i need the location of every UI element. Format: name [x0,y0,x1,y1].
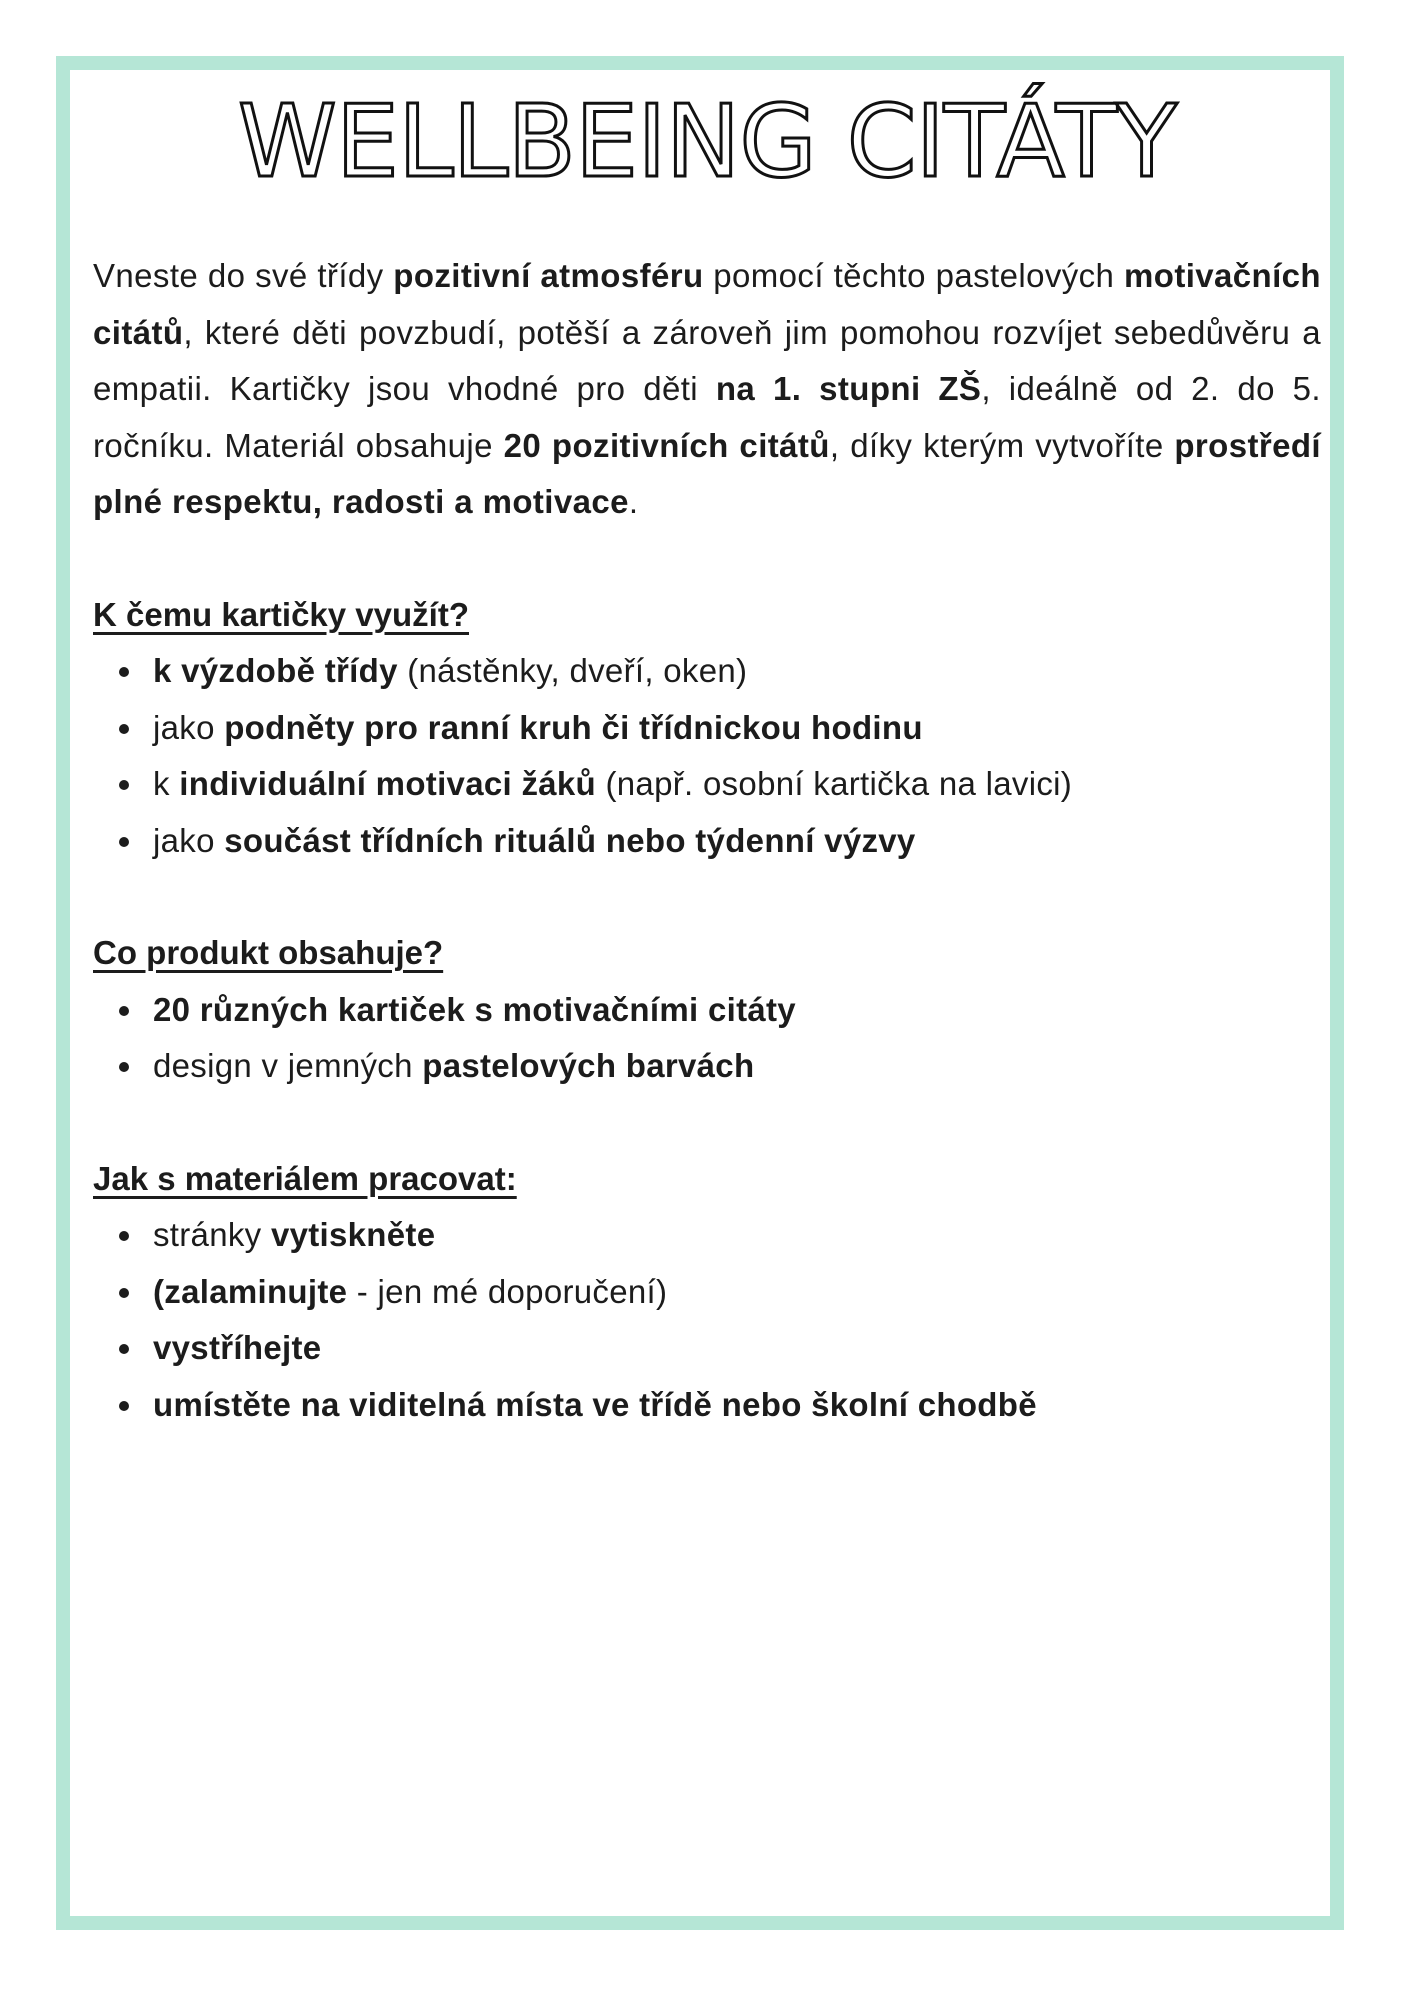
list-item [117,1320,1321,1377]
item-text: - jen mé doporučení) [347,1272,668,1310]
intro-bold-2: motivačních citátů [93,257,1321,351]
intro-paragraph [93,248,1321,531]
item-bold-text: podněty pro ranní kruh či třídnickou hodinu [224,708,923,746]
intro-bold-5: prostředí plné respektu, radosti a motivace [93,426,1321,520]
item-text: k [153,765,180,802]
item-bold-text: vystříhejte [153,1329,322,1366]
item-text: jako [153,821,225,859]
list-item [117,643,1321,700]
item-text: (nástěnky, dveří, oken) [397,652,748,689]
item-bold-text: vytiskněte [270,1216,436,1253]
item-bold-text: 20 různých kartiček s motivačními citáty [153,990,796,1028]
list-item [117,813,1321,870]
usage-heading: K čemu kartičky využít? [93,595,469,633]
howto-section [93,1151,1321,1434]
bullet-icon [119,1062,129,1072]
bullet-icon [119,724,129,734]
item-text: stránky [153,1216,271,1253]
intro-text-1: Vneste do své třídy [93,257,394,294]
intro-text-2: pomocí těchto pastelových [703,257,1125,294]
bullet-icon [119,1288,129,1298]
item-text: (např. osobní kartička na lavici) [596,765,1073,802]
usage-list [93,643,1321,869]
document-content [93,248,1321,1433]
contents-heading: Co produkt obsahuje? [93,934,444,971]
item-bold-text: k výzdobě třídy [153,652,398,689]
bullet-icon [119,1231,129,1241]
item-bold-text: individuální motivaci žáků [179,765,597,802]
intro-text-5: , díky kterým vytvoříte [829,426,1175,464]
intro-bold-3: na 1. stupni ZŠ [715,370,982,407]
howto-list [93,1207,1321,1433]
contents-section [93,925,1321,1095]
list-item [117,1038,1321,1095]
usage-section [93,587,1321,870]
bullet-icon [119,1344,129,1354]
item-bold-text: umístěte na viditelná místa ve třídě nebo školní chodbě [153,1385,1037,1423]
contents-list [93,982,1321,1095]
bullet-icon [119,837,129,847]
intro-bold-1: pozitivní atmosféru [393,257,704,294]
item-bold-text: součást třídních rituálů nebo týdenní výzvy [224,821,916,859]
intro-text-3: , které děti povzbudí, potěší a zároveň jim pomohou rozvíjet sebedůvěru a empatii. Kartičky jsou vhodné pro děti [93,313,1321,407]
item-text: design v jemných [153,1047,423,1084]
list-item [117,982,1321,1039]
bullet-icon [119,667,129,677]
bullet-icon [119,1401,129,1411]
list-item [117,1207,1321,1264]
list-item [117,756,1321,813]
intro-text-4: , ideálně od 2. do 5. ročníku. Materiál obsahuje [93,370,1322,464]
page-title: WELLBEING CITÁTY [237,83,1177,200]
list-item [117,700,1321,757]
bullet-icon [119,780,129,790]
list-item [117,1377,1321,1434]
list-item [117,1264,1321,1321]
item-bold-text: (zalaminujte [153,1272,348,1310]
item-bold-text: pastelových barvách [422,1047,755,1084]
intro-text-6: . [628,483,639,520]
bullet-icon [119,1006,129,1016]
item-text: jako [153,708,225,746]
howto-heading: Jak s materiálem pracovat: [93,1159,517,1197]
intro-bold-4: 20 pozitivních citátů [503,426,830,464]
